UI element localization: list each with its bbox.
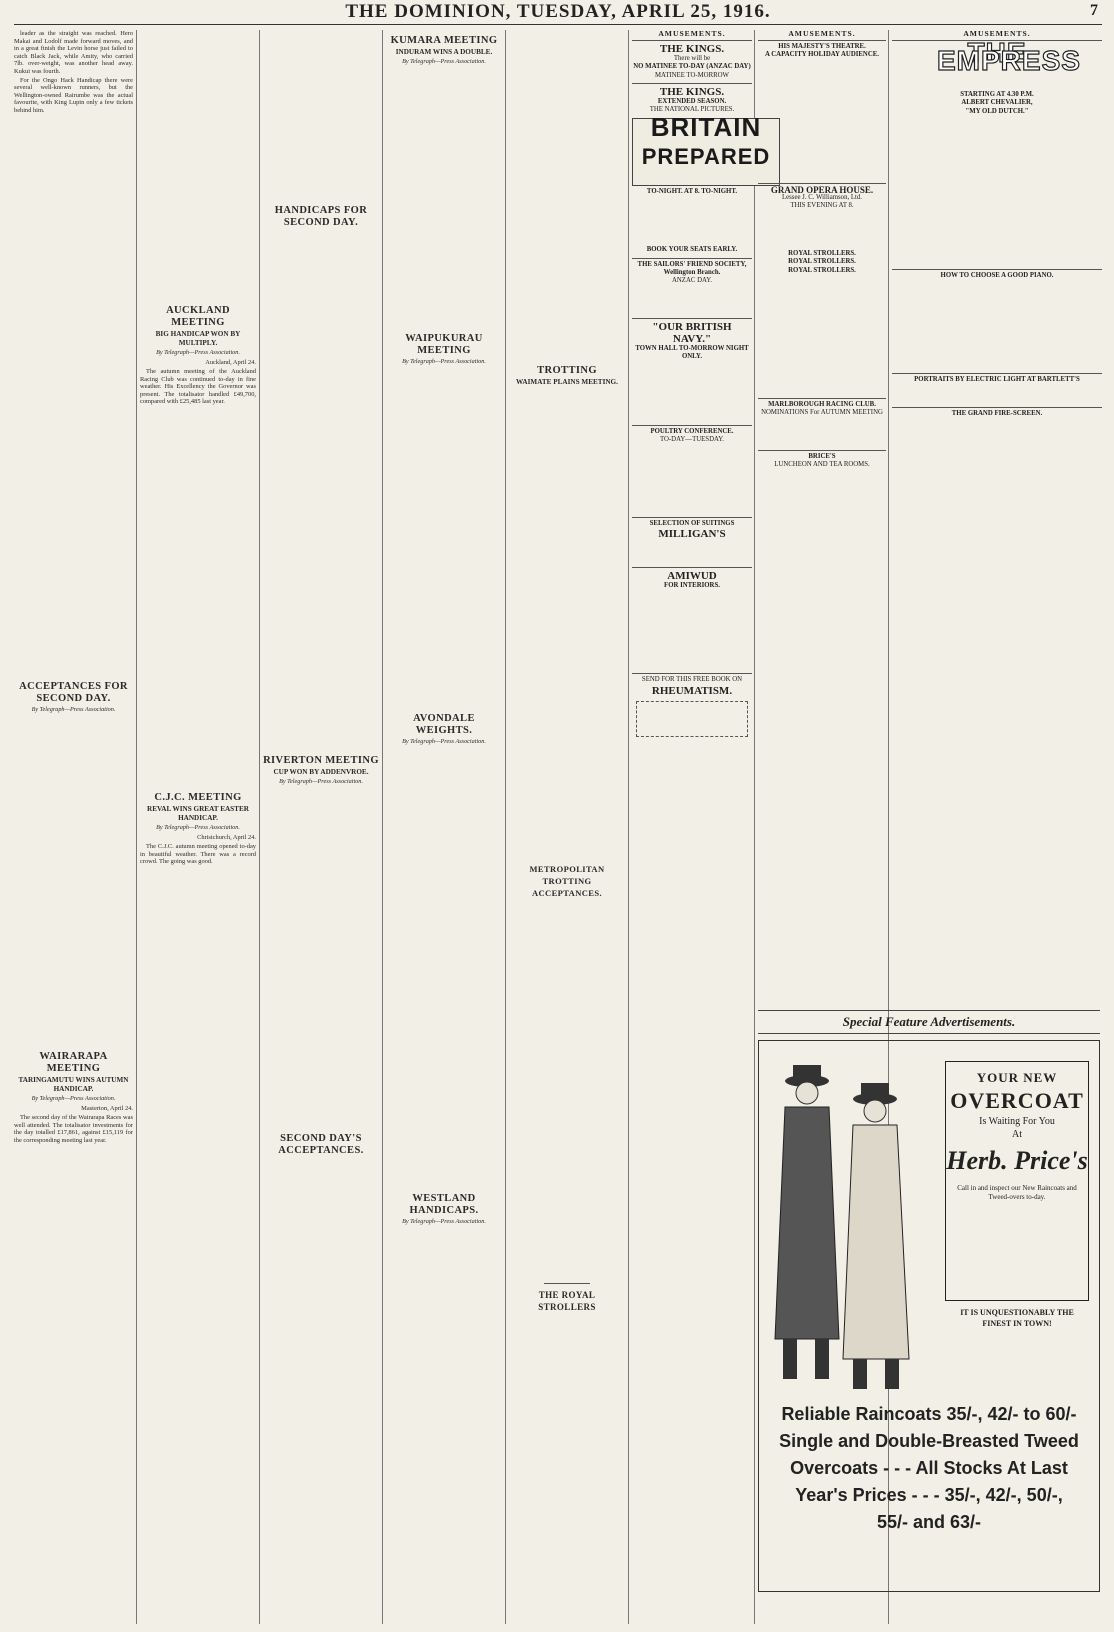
news-column-5 [509,30,625,1624]
opera-lessee: Lessee J. C. Williamson, Ltd. [781,193,863,201]
piano-ad [892,269,1102,373]
section-heading: HANDICAPS FOR SECOND DAY. [274,205,368,228]
empress-line-3: "MY OLD DUTCH." [965,107,1029,115]
racing-ad [758,398,886,450]
unquestionably-text: IT IS UNQUESTIONABLY THE FINEST IN TOWN! [960,1308,1074,1328]
brices-line: LUNCHEON AND TEA ROOMS. [774,461,870,469]
ad-text-filler [632,362,752,422]
byline: By Telegraph—Press Association. [402,1218,486,1225]
amusements-heading: AMUSEMENTS. [963,29,1031,38]
brices-ad [758,450,886,472]
ad-text-filler [632,444,752,514]
herb-price-advertisement [758,1040,1100,1592]
byline: By Telegraph—Press Association. [31,1095,116,1103]
overcoats-line: Overcoats - - - All Stocks At Last [790,1458,1068,1478]
sailors-ad [632,258,752,319]
ad-text-filler [892,116,1102,266]
masthead [14,1,1102,22]
fire-screen-title: THE GRAND FIRE-SCREEN. [951,410,1043,418]
race-results-filler [386,68,502,328]
majesty-line: A CAPACITY HOLIDAY AUDIENCE. [765,51,879,59]
poultry-day: TO-DAY—TUESDAY. [659,435,724,443]
ad-text-filler [892,280,1102,370]
overcoat-men-illustration [767,1059,917,1399]
kings-extended-ad [632,83,771,258]
article-paragraph: The second day of the Wairarapa Races was well attended. The totalisator investments for the day totalled £17,861, against £15,119 for the corresponding meeting last year. [14,1114,133,1144]
ad-text-filler [632,196,752,246]
section-heading: AUCKLAND MEETING [166,305,230,328]
amusements-column-1 [632,29,771,1624]
at-text: At [1012,1129,1022,1140]
section-subheading: REVAL WINS GREAT EASTER HANDICAP. [147,805,249,823]
empress-line-2: ALBERT CHEVALIER, [961,99,1033,107]
rheumatism-title: RHEUMATISM. [651,684,733,697]
section-subheading: WAIMATE PLAINS MEETING. [516,378,618,386]
section-heading: AVONDALE WEIGHTS. [413,713,475,736]
column-rule [754,30,755,1624]
section-heading: RIVERTON MEETING [263,755,379,766]
section-heading: C.J.C. MEETING [154,792,242,804]
section-heading: SECOND DAY'S ACCEPTANCES. [278,1133,364,1156]
brices-title: BRICE'S [808,453,836,461]
column-rule [382,30,383,1624]
dateline: Christchurch, April 24. [197,834,256,842]
race-results-filler [509,30,625,360]
poultry-ad [632,425,752,517]
column-rule [628,30,629,1624]
column-rule [259,30,260,1624]
racing-sub: NOMINATIONS For AUTUMN MEETING [761,409,883,417]
suitings-title: SELECTION OF SUITINGS [649,520,735,528]
byline: By Telegraph—Press Association. [402,738,486,745]
race-results-filler [14,116,133,676]
poultry-title: POULTRY CONFERENCE. [650,427,734,435]
suitings-ad [632,517,752,567]
race-results-filler [263,788,379,1128]
acceptances-filler [14,716,133,1046]
prepared-word: PREPARED [641,144,771,170]
fire-screen-ad [892,407,1102,421]
byline: By Telegraph—Press Association. [279,778,363,785]
rheumatism-send: SEND FOR THIS FREE BOOK ON [641,676,743,684]
kings-national: THE NATIONAL PICTURES. [649,106,735,114]
strollers-1: ROYAL STROLLERS. [788,250,856,258]
waiting-text: Is Waiting For You [979,1116,1055,1127]
byline: By Telegraph—Press Association. [402,58,486,65]
race-results-filler [263,30,379,200]
opera-evening: THIS EVENING AT 8. [790,202,854,210]
navy-title: "OUR BRITISH NAVY." [652,321,732,346]
section-subheading: INDURAM WINS A DOUBLE. [395,48,493,56]
amiwud-title: AMIWUD [667,570,717,583]
race-results-filler [386,368,502,708]
column-rule [136,30,137,1624]
section-heading: METROPOLITAN TROTTING ACCEPTANCES. [529,864,605,898]
amiwud-sub: FOR INTERIORS. [664,582,720,590]
portraits-title: PORTRAITS BY ELECTRIC LIGHT AT BARTLETT'S [914,376,1080,384]
dateline: Auckland, April 24. [205,359,256,366]
kings-matinee-tomorrow: MATINEE TO-MORROW [655,71,729,79]
raincoat-prices [769,1401,1089,1536]
section-heading: WAIRARAPA MEETING [39,1051,108,1075]
news-column-2 [140,30,256,1624]
section-heading: KUMARA MEETING [390,35,498,46]
your-new-text: YOUR NEW [976,1070,1058,1085]
article-paragraph: leader as the straight was reached. Hero Makai and Lodolf made forward moves, and in a great finish the Levin horse just failed to catch Black Jack, while Amity, who carried 7lb. over-weight, was another head away. Kukui was fourth. [14,30,133,75]
race-results-filler [140,30,256,300]
kings-line: There will be [673,55,711,63]
handicaps-filler [263,230,379,750]
ad-text-filler [632,590,752,670]
piano-title: HOW TO CHOOSE A GOOD PIANO. [940,271,1054,279]
amusements-column-3 [892,30,1102,1002]
newspaper-title: THE DOMINION, TUESDAY, APRIL 25, 1916. [345,1,771,22]
byline: By Telegraph—Press Association. [156,349,240,356]
prices-line: Year's Prices - - - 35/-, 42/-, 50/-, [795,1485,1063,1505]
kings-tonight: TO-NIGHT. AT 8. TO-NIGHT. [646,188,738,196]
amusements-heading: AMUSEMENTS. [788,29,856,38]
byline: By Telegraph—Press Association. [156,824,240,832]
page-number: 7 [1090,2,1098,19]
byline: By Telegraph—Press Association. [402,358,486,365]
article-paragraph: The autumn meeting of the Auckland Racing Club was continued to-day in fine weather. His Excellency the Governor was present. The totalisator handled £49,700, compared with £25,485 last year. [140,368,256,406]
amiwud-ad [632,567,752,673]
kings-title: THE KINGS. [659,85,725,98]
news-column-4 [386,30,502,1624]
kings-ad [632,40,752,83]
weights-filler [386,748,502,1188]
kings-extended: EXTENDED SEASON. [657,97,727,105]
britain-word: BRITAIN [650,112,762,143]
call-in-text: Call in and inspect our New Raincoats and Tweed-overs to-day. [957,1184,1077,1201]
empress-name: THE EMPRESS [937,37,1081,77]
strollers-2: ROYAL STROLLERS. [788,258,856,266]
ad-text-filler [758,417,886,447]
empress-line-1: STARTING AT 4.30 P.M. [960,91,1034,99]
majesty-ad [758,40,886,182]
section-subheading: CUP WON BY ADDENVROE. [273,768,369,776]
divider [544,1283,590,1284]
section-heading: THE ROYAL STROLLERS [538,1290,596,1312]
sailors-anzac: ANZAC DAY. [671,277,713,285]
suitings-firm: MILLIGAN'S [658,528,726,541]
rheumatism-ad [632,673,752,743]
column-rule [505,30,506,1624]
coupon-box[interactable] [636,701,748,737]
race-results-filler [140,407,256,787]
racing-title: MARLBOROUGH RACING CLUB. [768,400,876,408]
empress-logo [937,37,1081,89]
herb-text: Herb. Price's [946,1146,1088,1175]
opera-ad [758,183,886,398]
double-line: Single and Double-Breasted Tweed [779,1431,1079,1451]
ad-text-filler [892,384,1102,404]
section-heading: ACCEPTANCES FOR SECOND DAY. [19,681,128,705]
ad-text-filler [758,275,886,395]
ad-text-filler [758,210,886,250]
section-heading: WESTLAND HANDICAPS. [409,1193,479,1216]
overcoat-text: OVERCOAT [950,1088,1084,1113]
section-subheading: TARINGAMUTU WINS AUTUMN HANDICAP. [18,1076,129,1094]
article-paragraph: The C.J.C. autumn meeting opened to-day in beautiful weather. There was a record crowd. The going was good. [140,843,256,866]
masthead-rule [14,24,1102,25]
section-heading: TROTTING [537,365,597,376]
portraits-ad [892,373,1102,407]
ad-text-filler [758,60,886,180]
ad-text-filler [632,540,752,564]
race-results-filler [509,388,625,858]
ad-text-filler [632,285,752,315]
navy-town-hall: TOWN HALL TO-MORROW NIGHT ONLY. [635,345,749,361]
sailors-line: THE SAILORS' FRIEND SOCIETY, Wellington Branch. [637,260,747,276]
prices-line-2: 55/- and 63/- [876,1512,982,1532]
kings-book: BOOK YOUR SEATS EARLY. [646,246,738,254]
section-heading: WAIPUKURAU MEETING [405,333,483,356]
overcoat-box [945,1061,1089,1301]
kings-no-matinee: NO MATINEE TO-DAY (ANZAC DAY) [633,63,751,71]
article-paragraph: For the Ongo Hack Handicap there were several well-known runners, but the Wellington-owned Rairumbe was the actual favourite, with King Lupin only a few tickets behind him. [14,76,133,114]
news-column-3 [263,30,379,1624]
empress-ad [892,37,1102,269]
dateline: Masterton, April 24. [81,1105,133,1113]
byline: By Telegraph—Press Association. [31,706,116,714]
reliable-line: Reliable Raincoats 35/-, 42/- to 60/- [781,1404,1077,1424]
kings-title: THE KINGS. [659,43,725,56]
navy-ad [632,318,752,424]
amusements-column-2 [758,30,886,1002]
section-subheading: BIG HANDICAP WON BY MULTIPLY. [155,330,241,347]
strollers-3: ROYAL STROLLERS. [788,266,856,274]
majesty-title: HIS MAJESTY'S THEATRE. [778,43,866,51]
news-column-1 [14,30,133,1624]
acceptances-filler [509,900,625,1280]
opera-title: GRAND OPERA HOUSE. [770,184,874,195]
feature-heading: Special Feature Advertisements. [758,1010,1100,1034]
amusements-heading: AMUSEMENTS. [658,29,726,38]
